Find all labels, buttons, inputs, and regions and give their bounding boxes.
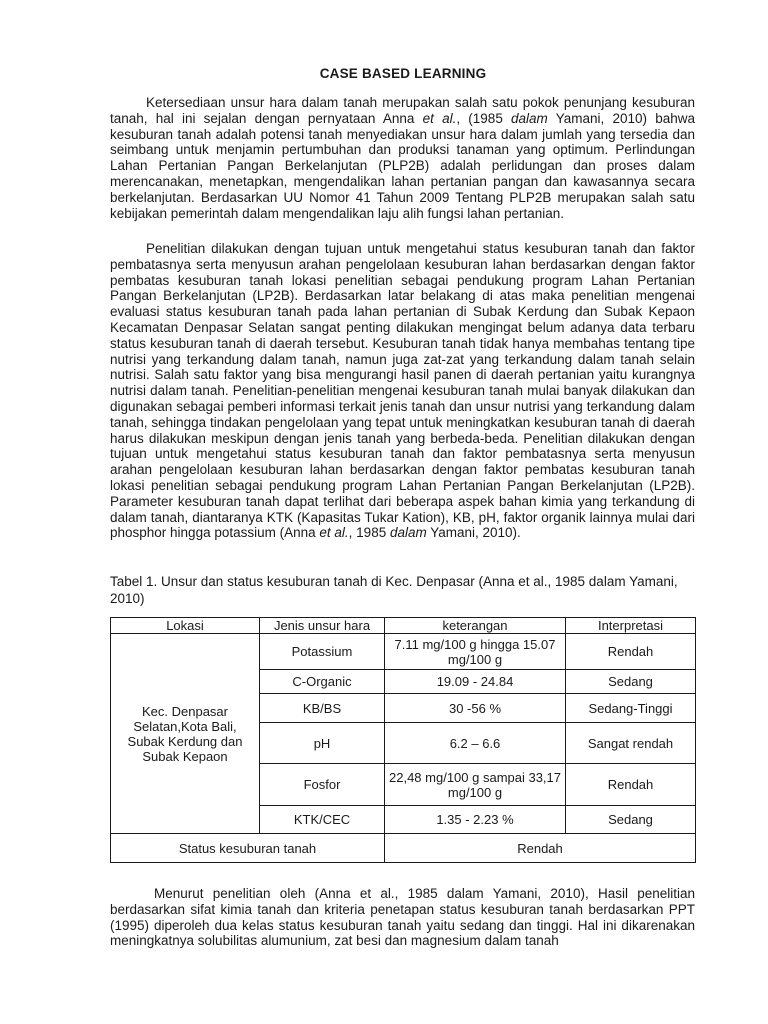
- location-cell: Kec. Denpasar Selatan,Kota Bali, Subak Kerdung dan Subak Kepaon: [111, 634, 260, 834]
- cell-unsur: KB/BS: [260, 694, 385, 723]
- paragraph-1: [110, 95, 695, 221]
- paragraph-2: [110, 241, 695, 541]
- paragraph-2-italic: dalam: [389, 525, 427, 541]
- paragraph-1-italic: dalam: [511, 110, 548, 126]
- table-row: [111, 634, 696, 670]
- paragraph-2-text: Penelitian dilakukan dengan tujuan untuk mengetahui status kesuburan tanah dan faktor pembatasnya serta menyusun arahan pengelolaan kesuburan lahan berdasarkan dengan faktor pembatas kesuburan tanah lokasi penelitian sebagai pendukung program Lahan Pertanian Pangan Berkelanjutan (LP2B). Berdasarkan latar belakang di atas maka penelitian mengenai evaluasi status kesuburan tanah pada lahan pertanian di Subak Kerdung dan Subak Kepaon Kecamatan Denpasar Selatan sangat penting dilakukan mengingat belum adanya data terbaru status kesuburan tanah di daerah tersebut. Kesuburan tanah tidak hanya membahas tentang tipe nutrisi yang terkandung dalam tanah, namun juga zat-zat yang terkandung dalam tanah selain nutrisi. Salah satu faktor yang bisa mengurangi hasil panen di daerah pertanian yaitu kurangnya nutrisi dalam tanah. Penelitian-penelitian mengenai kesuburan tanah mulai banyak dilakukan dan digunakan sebagai pemberi informasi terkait jenis tanah dan unsur nutrisi yang terkandung dalam tanah, sehingga tindakan pengelolaan yang tepat untuk meningkatkan kesuburan tanah di daerah harus dilakukan meskipun dengan jenis tanah yang berbeda-beda. Penelitian dilakukan dengan tujuan untuk mengetahui status kesuburan tanah dan faktor pembatasnya serta menyusun arahan pengelolaan kesuburan lahan berdasarkan dengan faktor pembatas kesuburan tanah lokasi penelitian sebagai pendukung program Lahan Pertanian Pangan Berkelanjutan (LP2B). Parameter kesuburan tanah dapat terlihat dari beberapa aspek bahan kimia yang terkandung di dalam tanah, diantaranya KTK (Kapasitas Tukar Kation), KB, pH, faktor organik lainnya mulai dari phosphor hingga potassium (Anna: [110, 241, 695, 541]
- cell-keterangan: 22,48 mg/100 g sampai 33,17 mg/100 g: [385, 764, 566, 806]
- paragraph-2-italic: et al.: [319, 525, 349, 541]
- cell-keterangan: 1.35 - 2.23 %: [385, 806, 566, 834]
- cell-keterangan: 19.09 - 24.84: [385, 670, 566, 694]
- soil-fertility-table: [110, 617, 696, 863]
- paragraph-1-text: Yamani, 2010) bahwa kesuburan tanah adalah potensi tanah menyediakan unsur hara dalam jumlah yang tersedia dan seimbang untuk menjamin pertumbuhan dan produksi tanaman yang optimum. Perlindungan Lahan Pertanian Pangan Berkelanjutan (PLP2B) adalah perlidungan dan proses dalam merencanakan, menetapkan, mengendalikan lahan pertanian pangan dan kawasannya secara berkelanjutan. Berdasarkan UU Nomor 41 Tahun 2009 Tentang PLP2B merupakan salah satu kebijakan pemerintah dalam mengendalikan laju alih fungsi lahan pertanian.: [110, 110, 695, 221]
- cell-unsur: KTK/CEC: [260, 806, 385, 834]
- paragraph-2-text: , 1985: [348, 525, 390, 541]
- cell-interpretasi: Sedang: [566, 670, 696, 694]
- cell-unsur: Potassium: [260, 634, 385, 670]
- document-title: CASE BASED LEARNING: [319, 66, 487, 81]
- paragraph-1-text: , (1985: [456, 110, 512, 126]
- cell-interpretasi: Sedang: [566, 806, 696, 834]
- cell-unsur: Fosfor: [260, 764, 385, 806]
- status-value: Rendah: [385, 834, 696, 863]
- cell-keterangan: 6.2 – 6.6: [385, 723, 566, 764]
- paragraph-1-text: Ketersediaan unsur hara dalam tanah merupakan salah satu pokok penunjang kesuburan tanah, hal ini sejalan dengan pernyataan Anna: [110, 95, 695, 126]
- table-caption: Tabel 1. Unsur dan status kesuburan tanah di Kec. Denpasar (Anna et al., 1985 dalam Yamani, 2010): [110, 574, 678, 606]
- header-keterangan: keterangan: [385, 618, 566, 634]
- table-header-row: [111, 618, 696, 634]
- cell-unsur: C-Organic: [260, 670, 385, 694]
- cell-unsur: pH: [260, 723, 385, 764]
- cell-keterangan: 7.11 mg/100 g hingga 15.07 mg/100 g: [385, 634, 566, 670]
- cell-interpretasi: Sedang-Tinggi: [566, 694, 696, 723]
- paragraph-3-text: Menurut penelitian oleh (Anna et al., 1985 dalam Yamani, 2010), Hasil penelitian berdasarkan sifat kimia tanah dan kriteria penetapan status kesuburan tanah berdasarkan PPT (1995) diperoleh dua kelas status kesuburan tanah yaitu sedang dan tinggi. Hal ini dikarenakan meningkatnya solubilitas alumunium, zat besi dan magnesium dalam tanah: [110, 886, 695, 949]
- header-jenis-unsur: Jenis unsur hara: [260, 618, 385, 634]
- paragraph-2-text: Yamani, 2010).: [426, 525, 521, 541]
- status-label: Status kesuburan tanah: [111, 834, 385, 863]
- cell-interpretasi: Sangat rendah: [566, 723, 696, 764]
- paragraph-1-italic: et al.: [422, 110, 457, 126]
- cell-keterangan: 30 -56 %: [385, 694, 566, 723]
- cell-interpretasi: Rendah: [566, 634, 696, 670]
- paragraph-3: [110, 886, 695, 1004]
- header-interpretasi: Interpretasi: [566, 618, 696, 634]
- cell-interpretasi: Rendah: [566, 764, 696, 806]
- header-lokasi: Lokasi: [111, 618, 260, 634]
- status-row: [111, 834, 696, 863]
